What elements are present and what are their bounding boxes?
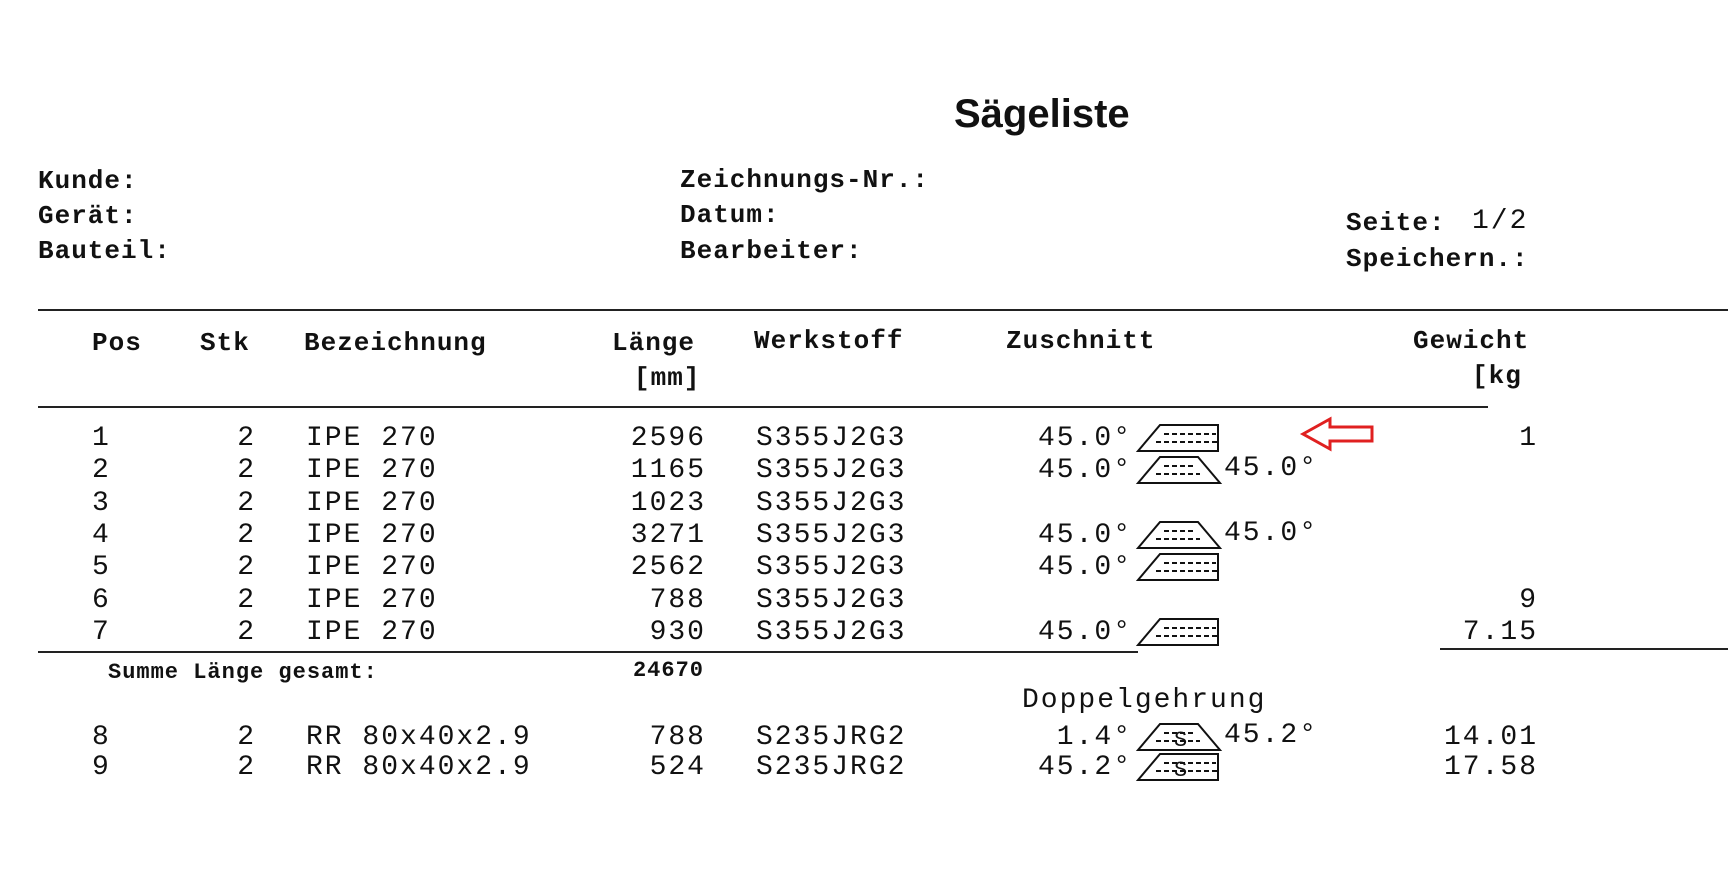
row-laenge: 930	[649, 616, 706, 648]
row-stk: 2	[237, 722, 256, 753]
zeichnungs-nr-label: Zeichnungs-Nr.:	[680, 165, 930, 195]
datum-label: Datum:	[680, 200, 780, 230]
row-laenge: 524	[649, 752, 706, 783]
row-pos: 5	[92, 552, 111, 584]
summe-rule	[38, 651, 1138, 653]
row-stk: 2	[237, 455, 256, 487]
row-bezeichnung: IPE 270	[306, 616, 438, 648]
row-pos: 1	[92, 423, 111, 454]
row-bezeichnung: IPE 270	[306, 455, 438, 487]
row-angle-left: 45.0°	[1037, 616, 1132, 648]
row-gewicht: 1	[1519, 423, 1538, 454]
row-laenge: 1023	[630, 487, 706, 519]
row-gewicht: 7.15	[1462, 616, 1538, 648]
row-stk: 2	[237, 519, 256, 551]
row-stk: 2	[237, 616, 256, 648]
row-werkstoff: S355J2G3	[756, 487, 907, 519]
row-angle-right: 45.0°	[1224, 453, 1319, 485]
row-angle-left: 45.0°	[1037, 552, 1132, 584]
row-laenge: 788	[649, 584, 706, 616]
profile-cut-icon	[1136, 550, 1226, 584]
row-gewicht: 9	[1519, 584, 1538, 616]
row-angle-right: 45.0°	[1224, 517, 1319, 549]
cut-mark-label: S	[1174, 758, 1188, 783]
row-gewicht: 17.58	[1443, 752, 1538, 783]
row-pos: 6	[92, 584, 111, 616]
col-gewicht-unit: [kg	[1472, 361, 1522, 391]
row-gewicht: 14.01	[1443, 722, 1538, 753]
row-laenge: 1165	[630, 455, 706, 487]
left-arrow-icon	[1300, 416, 1376, 456]
row-werkstoff: S235JRG2	[756, 722, 907, 753]
row-pos: 3	[92, 487, 111, 519]
weight-sum-rule	[1440, 648, 1728, 650]
header-rule-bottom	[38, 406, 1488, 408]
row-laenge: 788	[649, 722, 706, 753]
row-laenge: 2596	[630, 423, 706, 454]
row-angle-left: 45.0°	[1037, 519, 1132, 551]
row-stk: 2	[237, 752, 256, 783]
doppelgehrung-label: Doppelgehrung	[1022, 685, 1267, 716]
profile-cut-icon	[1136, 453, 1226, 487]
kunde-label: Kunde:	[38, 166, 138, 196]
row-pos: 2	[92, 455, 111, 487]
geraet-label: Gerät:	[38, 201, 138, 231]
speichern-label: Speichern.:	[1346, 244, 1529, 274]
row-bezeichnung: IPE 270	[306, 584, 438, 616]
bauteil-label: Bauteil:	[38, 236, 171, 266]
row-pos: 7	[92, 616, 111, 648]
row-bezeichnung: IPE 270	[306, 552, 438, 584]
col-pos: Pos	[92, 328, 142, 358]
row-werkstoff: S355J2G3	[756, 616, 907, 648]
cut-mark-label: S	[1174, 728, 1188, 753]
row-werkstoff: S355J2G3	[756, 519, 907, 551]
row-laenge: 2562	[630, 552, 706, 584]
row-bezeichnung: IPE 270	[306, 519, 438, 551]
page-title: Sägeliste	[954, 92, 1130, 136]
col-zuschnitt: Zuschnitt	[1006, 326, 1156, 356]
seite-label: Seite:	[1346, 208, 1446, 238]
row-angle-left: 45.0°	[1037, 423, 1132, 454]
seite-value: 1/2	[1472, 206, 1529, 237]
row-angle-right: 45.2°	[1224, 720, 1319, 751]
col-laenge-unit: [mm]	[634, 363, 701, 393]
row-werkstoff: S355J2G3	[756, 455, 907, 487]
row-bezeichnung: IPE 270	[306, 487, 438, 519]
row-stk: 2	[237, 487, 256, 519]
row-stk: 2	[237, 552, 256, 584]
row-stk: 2	[237, 584, 256, 616]
row-angle-left: 1.4°	[1056, 722, 1132, 753]
row-pos: 8	[92, 722, 111, 753]
row-pos: 4	[92, 519, 111, 551]
profile-cut-icon	[1136, 750, 1226, 784]
col-laenge: Länge	[612, 328, 696, 358]
profile-cut-icon	[1136, 720, 1226, 754]
row-bezeichnung: IPE 270	[306, 423, 438, 454]
profile-cut-icon	[1136, 421, 1226, 455]
summe-value: 24670	[632, 658, 704, 683]
row-angle-left: 45.2°	[1037, 752, 1132, 783]
summe-label: Summe Länge gesamt:	[108, 660, 378, 685]
row-angle-left: 45.0°	[1037, 455, 1132, 487]
col-stk: Stk	[200, 328, 250, 358]
row-werkstoff: S235JRG2	[756, 752, 907, 783]
row-stk: 2	[237, 423, 256, 454]
col-gewicht: Gewicht	[1413, 326, 1530, 356]
profile-cut-icon	[1136, 615, 1226, 649]
profile-cut-icon	[1136, 518, 1226, 552]
bearbeiter-label: Bearbeiter:	[680, 236, 863, 266]
row-bezeichnung: RR 80x40x2.9	[306, 722, 532, 753]
row-pos: 9	[92, 752, 111, 783]
row-werkstoff: S355J2G3	[756, 552, 907, 584]
row-bezeichnung: RR 80x40x2.9	[306, 752, 532, 783]
row-werkstoff: S355J2G3	[756, 423, 907, 454]
row-werkstoff: S355J2G3	[756, 584, 907, 616]
header-rule-top	[38, 309, 1728, 311]
col-werkstoff: Werkstoff	[754, 326, 904, 356]
row-laenge: 3271	[630, 519, 706, 551]
col-bezeichnung: Bezeichnung	[304, 328, 487, 358]
